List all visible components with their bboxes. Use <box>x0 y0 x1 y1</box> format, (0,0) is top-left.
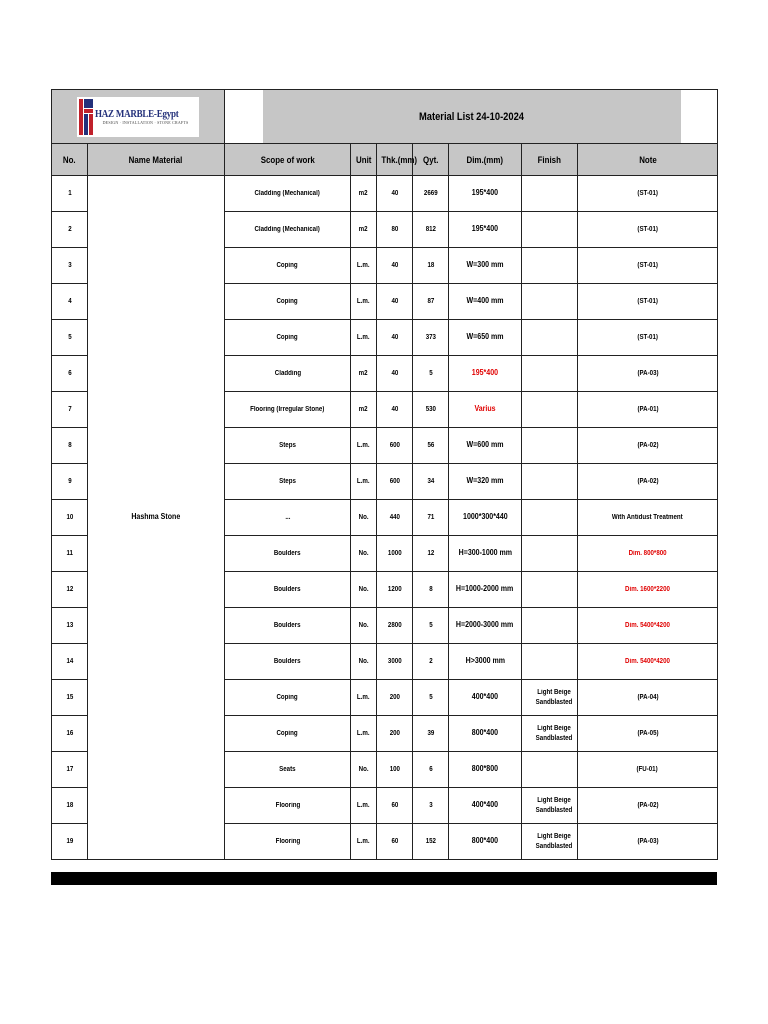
dimension-cell: W=600 mm <box>449 428 522 464</box>
document-title: Material List 24-10-2024 <box>261 90 680 144</box>
dimension-cell: W=320 mm <box>449 464 522 500</box>
material-list-table <box>51 89 718 860</box>
dimension-cell: 400*400 <box>449 788 522 824</box>
table-body <box>52 176 718 860</box>
column-header-col-thk: Thk.(mm) <box>377 144 413 176</box>
thickness-cell: 40 <box>377 284 413 320</box>
row-number: 11 <box>52 536 88 572</box>
unit-cell: No. <box>351 608 377 644</box>
scope-of-work: Flooring <box>225 788 351 824</box>
thickness-cell: 200 <box>377 680 413 716</box>
thickness-cell: 1200 <box>377 572 413 608</box>
unit-cell: No. <box>351 500 377 536</box>
column-header-row <box>52 144 718 176</box>
quantity-cell: 56 <box>413 428 449 464</box>
row-number: 2 <box>52 212 88 248</box>
quantity-cell: 12 <box>413 536 449 572</box>
unit-cell: No. <box>351 572 377 608</box>
unit-cell: L.m. <box>351 320 377 356</box>
row-number: 1 <box>52 176 88 212</box>
finish-cell <box>522 176 578 212</box>
note-cell: Dim. 5400*4200 <box>578 644 718 680</box>
unit-cell: No. <box>351 752 377 788</box>
finish-cell: Light Beige Sandblasted <box>522 824 578 860</box>
note-cell: (ST-01) <box>578 212 718 248</box>
quantity-cell: 812 <box>413 212 449 248</box>
scope-of-work: Coping <box>225 716 351 752</box>
dimension-cell: 800*400 <box>449 716 522 752</box>
column-header-col-finish: Finish <box>522 144 578 176</box>
note-cell: (FU-01) <box>578 752 718 788</box>
row-number: 10 <box>52 500 88 536</box>
unit-cell: No. <box>351 536 377 572</box>
scope-of-work: Cladding (Mechanical) <box>225 212 351 248</box>
thickness-cell: 40 <box>377 176 413 212</box>
unit-cell: m2 <box>351 212 377 248</box>
thickness-cell: 40 <box>377 392 413 428</box>
scope-of-work: Coping <box>225 680 351 716</box>
note-cell: Dim. 5400*4200 <box>578 608 718 644</box>
thickness-cell: 2800 <box>377 608 413 644</box>
dimension-cell: H=1000-2000 mm <box>449 572 522 608</box>
row-number: 16 <box>52 716 88 752</box>
dimension-cell: 195*400 <box>449 176 522 212</box>
note-cell: Dim. 1600*2200 <box>578 572 718 608</box>
title-row <box>52 90 718 144</box>
finish-cell <box>522 212 578 248</box>
quantity-cell: 8 <box>413 572 449 608</box>
note-cell: (ST-01) <box>578 248 718 284</box>
unit-cell: L.m. <box>351 464 377 500</box>
quantity-cell: 39 <box>413 716 449 752</box>
scope-of-work: Boulders <box>225 572 351 608</box>
dimension-cell: H>3000 mm <box>449 644 522 680</box>
note-cell: Dim. 800*800 <box>578 536 718 572</box>
row-number: 7 <box>52 392 88 428</box>
row-number: 18 <box>52 788 88 824</box>
unit-cell: m2 <box>351 392 377 428</box>
note-cell: (PA-02) <box>578 428 718 464</box>
finish-cell <box>522 320 578 356</box>
name-material-cell: Hashma Stone <box>88 176 225 860</box>
unit-cell: No. <box>351 644 377 680</box>
scope-of-work: Steps <box>225 428 351 464</box>
finish-cell <box>522 392 578 428</box>
finish-cell <box>522 644 578 680</box>
note-cell: With Antidust Treatment <box>578 500 718 536</box>
quantity-cell: 152 <box>413 824 449 860</box>
unit-cell: L.m. <box>351 248 377 284</box>
column-header-col-qty: Qyt. <box>413 144 449 176</box>
note-cell: (PA-02) <box>578 464 718 500</box>
finish-cell <box>522 284 578 320</box>
thickness-cell: 440 <box>377 500 413 536</box>
column-header-col-dim: Dim.(mm) <box>449 144 522 176</box>
quantity-cell: 5 <box>413 356 449 392</box>
unit-cell: L.m. <box>351 680 377 716</box>
thickness-cell: 60 <box>377 788 413 824</box>
dimension-cell: 800*400 <box>449 824 522 860</box>
column-header-col-note: Note <box>578 144 718 176</box>
quantity-cell: 18 <box>413 248 449 284</box>
note-cell: (PA-01) <box>578 392 718 428</box>
row-number: 5 <box>52 320 88 356</box>
logo-tagline: DESIGN · INSTALLATION · STONE CRAFTS <box>102 120 189 125</box>
note-cell: (PA-03) <box>578 824 718 860</box>
dimension-cell: H=300-1000 mm <box>449 536 522 572</box>
scope-of-work: Cladding (Mechanical) <box>225 176 351 212</box>
dimension-cell: 195*400 <box>449 212 522 248</box>
note-cell: (ST-01) <box>578 320 718 356</box>
quantity-cell: 2669 <box>413 176 449 212</box>
row-number: 6 <box>52 356 88 392</box>
unit-cell: m2 <box>351 176 377 212</box>
column-header-col-no: No. <box>52 144 88 176</box>
unit-cell: L.m. <box>351 824 377 860</box>
note-cell: (PA-04) <box>578 680 718 716</box>
thickness-cell: 3000 <box>377 644 413 680</box>
thickness-cell: 40 <box>377 320 413 356</box>
dimension-cell: H=2000-3000 mm <box>449 608 522 644</box>
note-cell: (PA-03) <box>578 356 718 392</box>
footer-bar <box>51 872 717 885</box>
scope-of-work: Coping <box>225 284 351 320</box>
thickness-cell: 40 <box>377 248 413 284</box>
scope-of-work: Boulders <box>225 536 351 572</box>
row-number: 19 <box>52 824 88 860</box>
dimension-cell: 1000*300*440 <box>449 500 522 536</box>
note-cell: (ST-01) <box>578 284 718 320</box>
row-number: 13 <box>52 608 88 644</box>
quantity-cell: 71 <box>413 500 449 536</box>
thickness-cell: 80 <box>377 212 413 248</box>
scope-of-work: Flooring <box>225 824 351 860</box>
dimension-cell: 195*400 <box>449 356 522 392</box>
scope-of-work: Cladding <box>225 356 351 392</box>
quantity-cell: 530 <box>413 392 449 428</box>
scope-of-work: Coping <box>225 320 351 356</box>
logo-cell <box>52 90 225 144</box>
thickness-cell: 600 <box>377 428 413 464</box>
row-number: 8 <box>52 428 88 464</box>
quantity-cell: 6 <box>413 752 449 788</box>
quantity-cell: 5 <box>413 680 449 716</box>
logo-name: HAZ MARBLE-Egypt <box>94 108 179 120</box>
quantity-cell: 5 <box>413 608 449 644</box>
finish-cell: Light Beige Sandblasted <box>522 788 578 824</box>
column-header-col-name-material: Name Material <box>88 144 225 176</box>
quantity-cell: 3 <box>413 788 449 824</box>
thickness-cell: 200 <box>377 716 413 752</box>
thickness-cell: 60 <box>377 824 413 860</box>
row-number: 3 <box>52 248 88 284</box>
row-number: 15 <box>52 680 88 716</box>
thickness-cell: 1000 <box>377 536 413 572</box>
thickness-cell: 600 <box>377 464 413 500</box>
dimension-cell: 800*800 <box>449 752 522 788</box>
finish-cell <box>522 248 578 284</box>
quantity-cell: 34 <box>413 464 449 500</box>
unit-cell: L.m. <box>351 284 377 320</box>
thickness-cell: 40 <box>377 356 413 392</box>
table-row <box>52 176 718 212</box>
note-cell: (PA-05) <box>578 716 718 752</box>
quantity-cell: 2 <box>413 644 449 680</box>
dimension-cell: 400*400 <box>449 680 522 716</box>
finish-cell <box>522 752 578 788</box>
finish-cell <box>522 608 578 644</box>
scope-of-work: Flooring (Irregular Stone) <box>225 392 351 428</box>
dimension-cell: Varius <box>449 392 522 428</box>
finish-cell <box>522 356 578 392</box>
row-number: 17 <box>52 752 88 788</box>
note-cell: (PA-02) <box>578 788 718 824</box>
scope-of-work: Boulders <box>225 644 351 680</box>
column-header-col-unit: Unit <box>351 144 377 176</box>
scope-of-work: ... <box>225 500 351 536</box>
scope-of-work: Coping <box>225 248 351 284</box>
dimension-cell: W=650 mm <box>449 320 522 356</box>
quantity-cell: 373 <box>413 320 449 356</box>
note-cell: (ST-01) <box>578 176 718 212</box>
row-number: 4 <box>52 284 88 320</box>
finish-cell: Light Beige Sandblasted <box>522 716 578 752</box>
dimension-cell: W=300 mm <box>449 248 522 284</box>
finish-cell <box>522 572 578 608</box>
logo-mark-icon <box>79 99 93 135</box>
finish-cell: Light Beige Sandblasted <box>522 680 578 716</box>
company-logo <box>77 97 200 137</box>
finish-cell <box>522 536 578 572</box>
quantity-cell: 87 <box>413 284 449 320</box>
row-number: 12 <box>52 572 88 608</box>
unit-cell: L.m. <box>351 716 377 752</box>
scope-of-work: Boulders <box>225 608 351 644</box>
finish-cell <box>522 464 578 500</box>
thickness-cell: 100 <box>377 752 413 788</box>
dimension-cell: W=400 mm <box>449 284 522 320</box>
scope-of-work: Steps <box>225 464 351 500</box>
unit-cell: L.m. <box>351 788 377 824</box>
scope-of-work: Seats <box>225 752 351 788</box>
row-number: 14 <box>52 644 88 680</box>
column-header-col-scope: Scope of work <box>225 144 351 176</box>
finish-cell <box>522 428 578 464</box>
unit-cell: m2 <box>351 356 377 392</box>
row-number: 9 <box>52 464 88 500</box>
unit-cell: L.m. <box>351 428 377 464</box>
finish-cell <box>522 500 578 536</box>
